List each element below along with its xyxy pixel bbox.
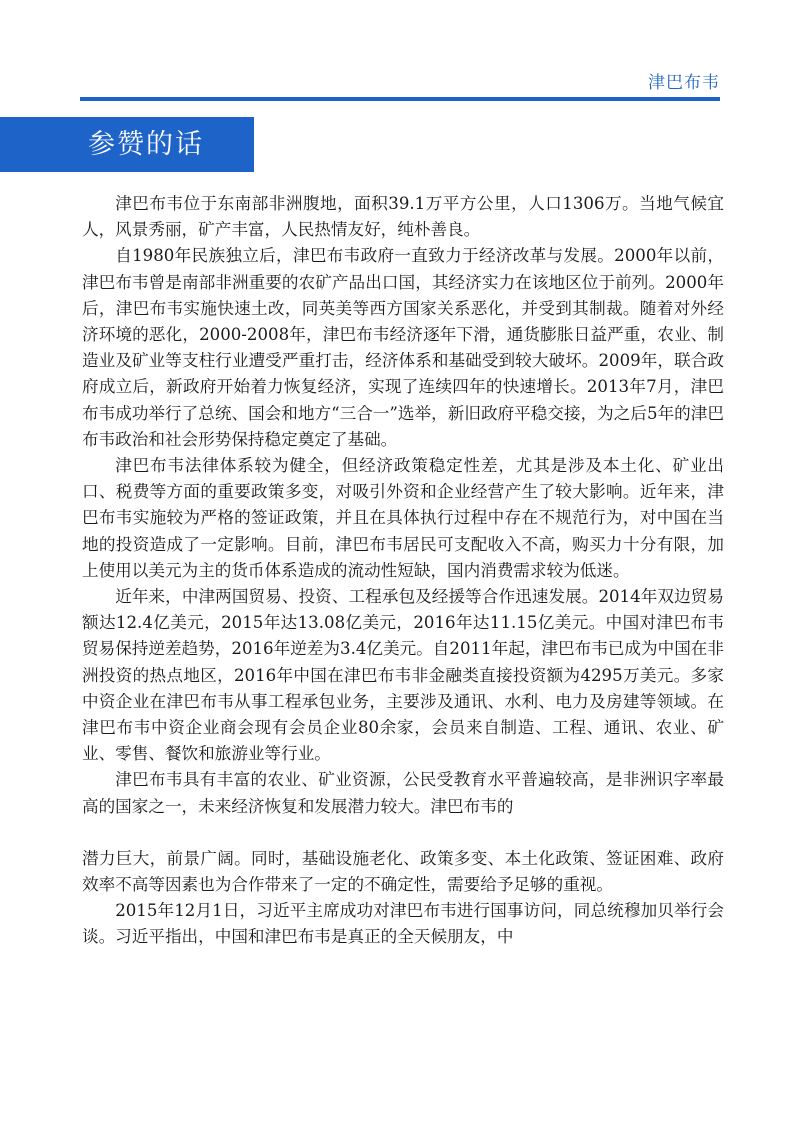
paragraph-potential-continued: 潜力巨大，前景广阔。同时，基础设施老化、政策多变、本土化政策、签证困难、政府效率不高等因素也为合作带来了一定的不确定性，需要给予足够的重视。 xyxy=(82,848,724,895)
paragraph-potential: 津巴布韦具有丰富的农业、矿业资源，公民受教育水平普遍较高，是非洲识字率最高的国家之一，未来经济恢复和发展潜力较大。津巴布韦的 xyxy=(82,770,724,816)
paragraph-overview: 津巴布韦位于东南部非洲腹地，面积39.1万平方公里，人口1306万。当地气候宜人，风景秀丽，矿产丰富，人民热情友好，纯朴善良。 xyxy=(82,194,724,240)
running-header-title: 津巴布韦 xyxy=(648,73,720,93)
section-title: 参赞的话 xyxy=(88,129,204,160)
paragraph-state-visit: 2015年12月1日，习近平主席成功对津巴布韦进行国事访问，同总统穆加贝举行会谈。习近平指出，中国和津巴布韦是真正的全天候朋友，中 xyxy=(82,901,724,947)
body-text xyxy=(82,191,724,951)
paragraph-economy-history: 自1980年民族独立后，津巴布韦政府一直致力于经济改革与发展。2000年以前，津巴布韦曾是南部非洲重要的农矿产品出口国，其经济实力在该地区位于前列。2000年后，津巴布韦实施快速土改，同英美等西方国家关系恶化，并受到其制裁。随着对外经济环境的恶化，2000-2008年，津巴布韦经济逐年下滑，通货膨胀日益严重，农业、制造业及矿业等支柱行业遭受严重打击，经济体系和基础受到较大破坏。2009年，联合政府成立后，新政府开始着力恢复经济，实现了连续四年的快速增长。2013年7月，津巴布韦成功举行了总统、国会和地方“三合一”选举，新旧政府平稳交接，为之后5年的津巴布韦政治和社会形势保持稳定奠定了基础。 xyxy=(82,246,724,449)
paragraph-policy-environment: 津巴布韦法律体系较为健全，但经济政策稳定性差，尤其是涉及本土化、矿业出口、税费等方面的重要政策多变，对吸引外资和企业经营产生了较大影响。近年来，津巴布韦实施较为严格的签证政策，并且在具体执行过程中存在不规范行为，对中国在当地的投资造成了一定影响。目前，津巴布韦居民可支配收入不高，购买力十分有限，加上使用以美元为主的货币体系造成的流动性短缺，国内消费需求较为低迷。 xyxy=(82,456,724,580)
section-banner xyxy=(0,117,254,172)
paragraph-bilateral-trade: 近年来，中津两国贸易、投资、工程承包及经援等合作迅速发展。2014年双边贸易额达12.4亿美元，2015年达13.08亿美元，2016年达11.15亿美元。中国对津巴布韦贸易保持逆差趋势，2016年逆差为3.4亿美元。自2011年起，津巴布韦已成为中国在非洲投资的热点地区，2016年中国在津巴布韦非金融类直接投资额为4295万美元。多家中资企业在津巴布韦从事工程承包业务，主要涉及通讯、水利、电力及房建等领域。在津巴布韦中资企业商会现有会员企业80余家，会员来自制造、工程、通讯、农业、矿业、零售、餐饮和旅游业等行业。 xyxy=(82,587,724,764)
header-divider xyxy=(80,97,720,101)
